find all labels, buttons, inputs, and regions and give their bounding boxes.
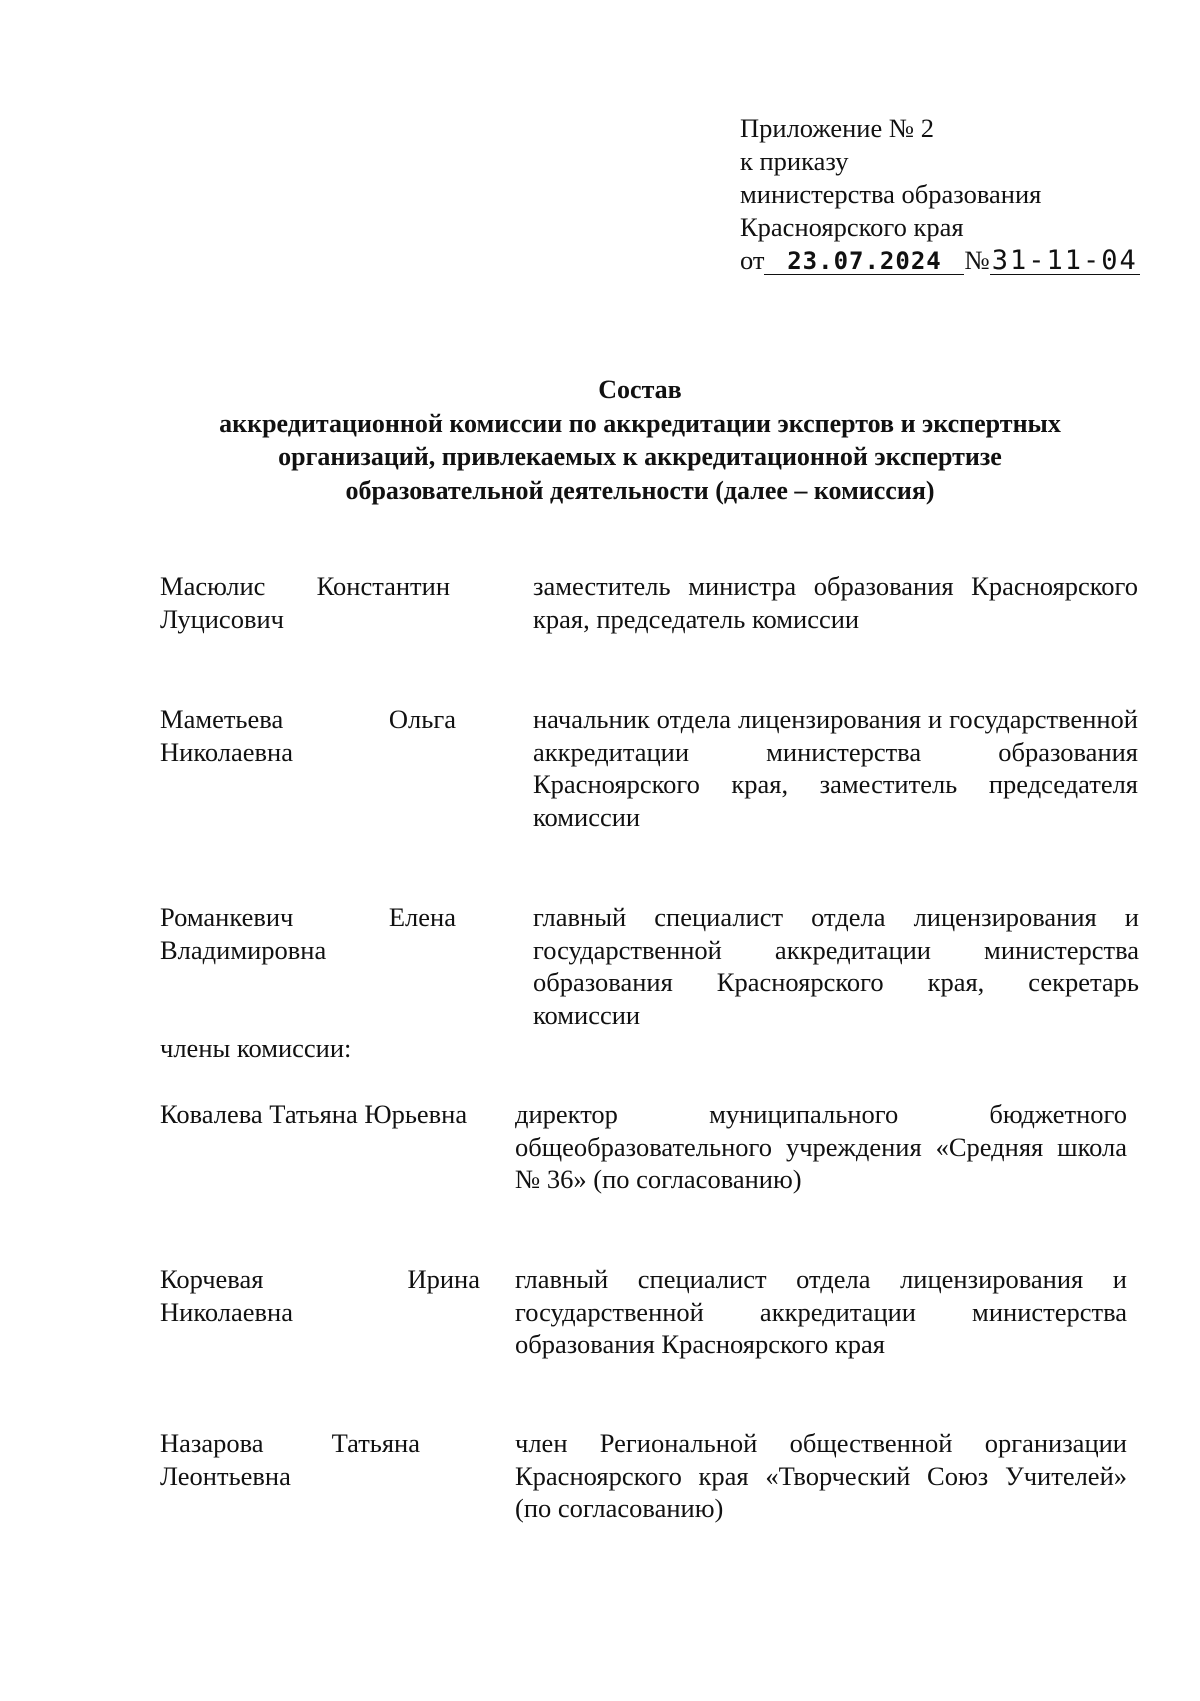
member-name: Назарова Татьяна Леонтьевна: [160, 1428, 420, 1491]
title-line-3: образовательной деятельности (далее – комиссия): [345, 475, 935, 505]
appendix-line-4: Красноярского края: [740, 212, 964, 242]
number-label: №: [964, 245, 990, 275]
member-name: Маметьева Ольга Николаевна: [160, 704, 456, 767]
member-role: заместитель министра образования Красноярского края, председатель комиссии: [533, 571, 1138, 634]
order-number: 31-11-04: [991, 245, 1138, 276]
member-role: директор муниципального бюджетного общеобразовательного учреждения «Средняя школа № 36» (по согласованию): [515, 1099, 1127, 1194]
appendix-line-2: к приказу: [740, 146, 849, 176]
member-role: главный специалист отдела лицензирования и государственной аккредитации министерства образования Красноярского края: [515, 1264, 1127, 1359]
member-name: Романкевич Елена Владимировна: [160, 902, 456, 965]
appendix-line-1: Приложение № 2: [740, 113, 935, 143]
member-name: Ковалева Татьяна Юрьевна: [160, 1099, 468, 1129]
appendix-block: [740, 112, 1180, 277]
title-line-2: организаций, привлекаемых к аккредитационной экспертизе: [278, 442, 1002, 471]
from-label: от: [740, 245, 765, 275]
order-date: 23.07.2024: [764, 248, 964, 275]
member-role: начальник отдела лицензирования и государственной аккредитации министерства образования Красноярского края, заместитель председателя комиссии: [533, 704, 1138, 832]
member-role: член Региональной общественной организации Красноярского края «Творческий Союз Учителей» (по согласованию): [515, 1428, 1127, 1523]
member-name: Корчевая Ирина Николаевна: [160, 1264, 480, 1327]
document-title: [120, 373, 1160, 507]
title-line-1: аккредитационной комиссии по аккредитации экспертов и экспертных: [219, 408, 1061, 438]
order-line: [740, 244, 1180, 277]
appendix-line-3: министерства образования: [740, 179, 1042, 209]
members-label: члены комиссии:: [160, 1033, 352, 1063]
member-name: Масюлис Константин Луцисович: [160, 571, 450, 634]
title-heading: Состав: [598, 375, 682, 404]
member-role: главный специалист отдела лицензирования и государственной аккредитации министерства образования Красноярского края, секретарь комиссии: [533, 902, 1139, 1030]
